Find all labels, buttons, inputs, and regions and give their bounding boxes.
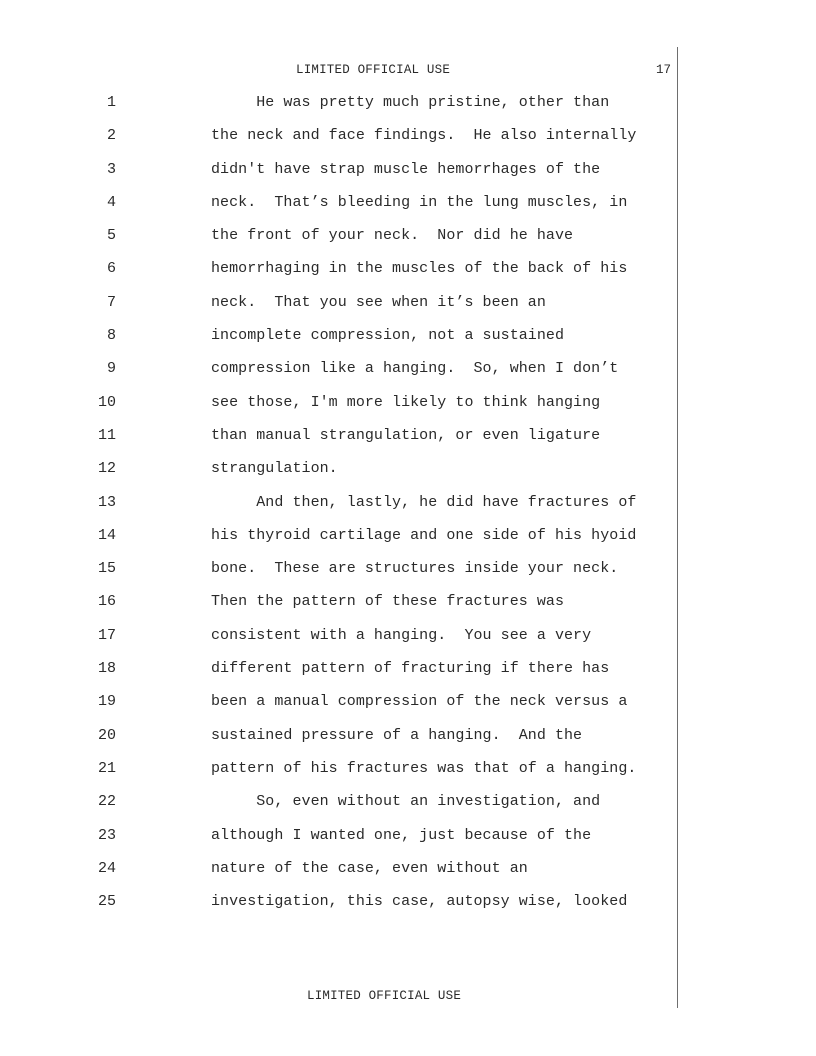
transcript-line [0, 754, 816, 787]
line-number: 15 [97, 560, 116, 578]
transcript-line [0, 121, 816, 154]
line-text: pattern of his fractures was that of a hanging. [211, 759, 637, 777]
transcript-line [0, 421, 816, 454]
header-classification-label: LIMITED OFFICIAL USE [296, 63, 451, 77]
line-text: his thyroid cartilage and one side of his hyoid [211, 526, 637, 544]
footer-classification-label: LIMITED OFFICIAL USE [307, 989, 462, 1003]
line-text: strangulation. [211, 460, 338, 478]
line-text: And then, lastly, he did have fractures of [211, 493, 637, 511]
line-number: 17 [97, 626, 116, 644]
line-number: 14 [97, 526, 116, 544]
line-text: investigation, this case, autopsy wise, looked [211, 893, 628, 911]
line-number: 25 [97, 893, 116, 911]
transcript-line [0, 821, 816, 854]
line-text: the front of your neck. Nor did he have [211, 227, 574, 245]
line-number: 13 [97, 493, 116, 511]
line-text: consistent with a hanging. You see a very [211, 626, 592, 644]
line-number: 16 [97, 593, 116, 611]
line-number: 10 [97, 393, 116, 411]
line-number: 18 [97, 660, 116, 678]
transcript-line [0, 288, 816, 321]
transcript-line [0, 388, 816, 421]
line-number: 22 [97, 793, 116, 811]
line-text: He was pretty much pristine, other than [211, 94, 610, 111]
line-text: neck. That’s bleeding in the lung muscles, in [211, 193, 628, 211]
line-text: didn't have strap muscle hemorrhages of the [211, 160, 601, 178]
transcript-line [0, 787, 816, 820]
line-text: than manual strangulation, or even ligature [211, 426, 601, 444]
transcript-line [0, 188, 816, 221]
line-text: different pattern of fracturing if there has [211, 660, 610, 678]
line-number: 6 [106, 260, 116, 278]
line-number: 7 [106, 293, 116, 311]
line-text: although I wanted one, just because of the [211, 826, 592, 844]
line-number: 5 [106, 227, 116, 245]
transcript-line [0, 88, 816, 121]
line-number: 4 [106, 193, 116, 211]
line-text: incomplete compression, not a sustained [211, 327, 565, 345]
line-text: sustained pressure of a hanging. And the [211, 726, 583, 744]
transcript-line [0, 354, 816, 387]
line-number: 12 [97, 460, 116, 478]
line-text: been a manual compression of the neck versus a [211, 693, 628, 711]
line-text: Then the pattern of these fractures was [211, 593, 565, 611]
line-text: bone. These are structures inside your neck. [211, 560, 619, 578]
page-number: 17 [656, 63, 672, 77]
transcript-line [0, 554, 816, 587]
transcript-line [0, 454, 816, 487]
line-text: So, even without an investigation, and [211, 793, 601, 811]
line-number: 3 [106, 160, 116, 178]
transcript-line [0, 887, 816, 920]
line-text: compression like a hanging. So, when I don’t [211, 360, 619, 378]
transcript-line [0, 654, 816, 687]
line-number: 24 [97, 859, 116, 877]
line-text: hemorrhaging in the muscles of the back of his [211, 260, 628, 278]
transcript-lines [0, 88, 816, 920]
line-number: 21 [97, 759, 116, 777]
line-number: 8 [106, 327, 116, 345]
line-number: 11 [97, 426, 116, 444]
line-text: neck. That you see when it’s been an [211, 293, 546, 311]
transcript-line [0, 687, 816, 720]
line-text: see those, I'm more likely to think hanging [211, 393, 601, 411]
transcript-line [0, 621, 816, 654]
line-number: 1 [106, 94, 116, 111]
transcript-line [0, 254, 816, 287]
line-number: 20 [97, 726, 116, 744]
line-text: nature of the case, even without an [211, 859, 528, 877]
line-number: 9 [106, 360, 116, 378]
transcript-line [0, 721, 816, 754]
transcript-line [0, 488, 816, 521]
transcript-line [0, 854, 816, 887]
transcript-line [0, 321, 816, 354]
transcript-line [0, 521, 816, 554]
line-number: 2 [106, 127, 116, 145]
line-number: 19 [97, 693, 116, 711]
line-number: 23 [97, 826, 116, 844]
transcript-line [0, 221, 816, 254]
line-text: the neck and face findings. He also internally [211, 127, 637, 145]
transcript-line [0, 155, 816, 188]
transcript-line [0, 587, 816, 620]
